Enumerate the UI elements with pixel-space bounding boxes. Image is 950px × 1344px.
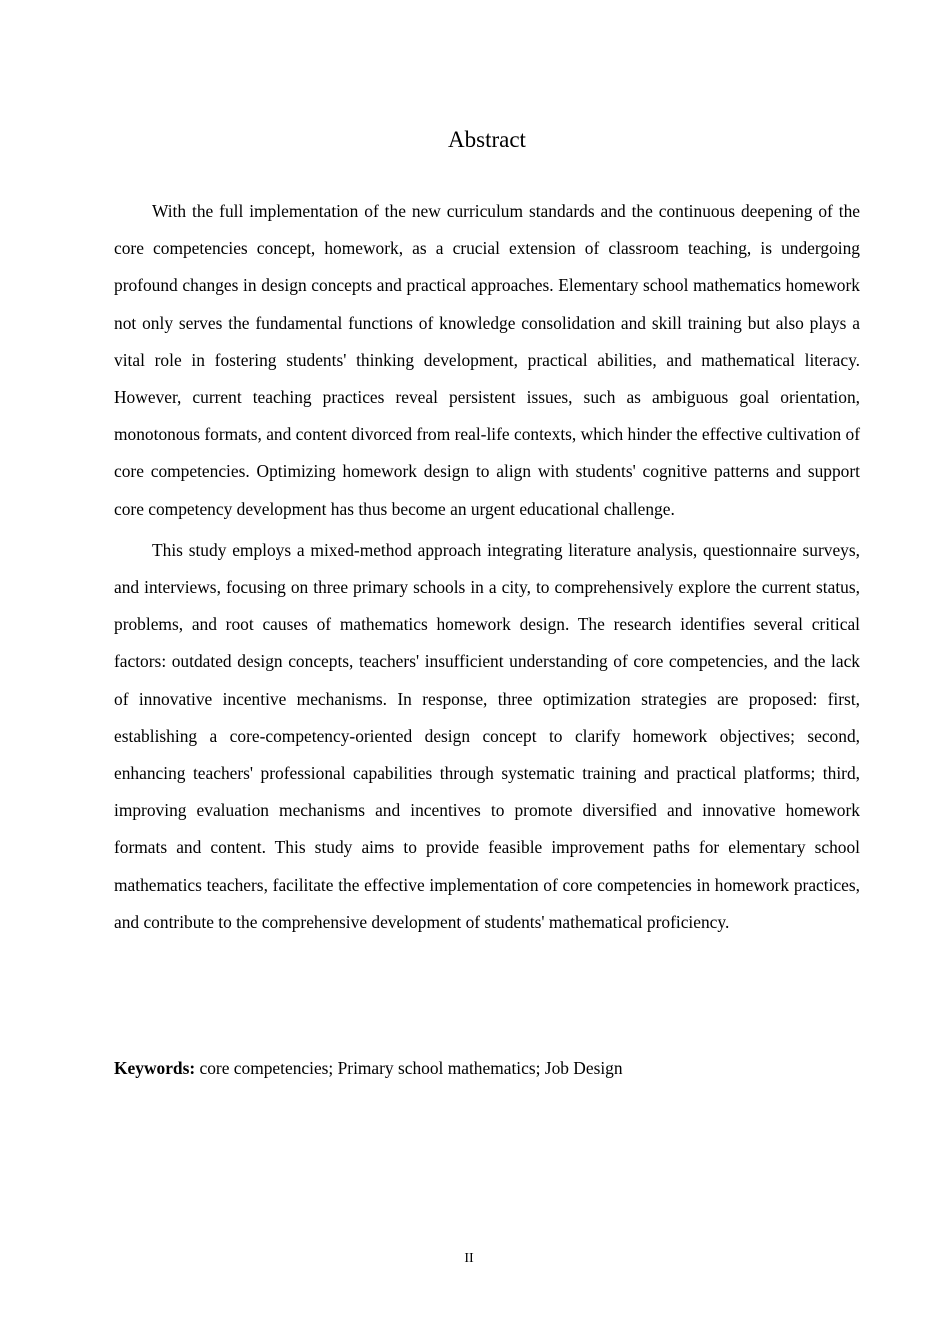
page-title: Abstract	[448, 127, 526, 152]
keywords-label: Keywords:	[114, 1058, 196, 1078]
abstract-paragraph-1: With the full implementation of the new curriculum standards and the continuous deepening of the core competencies concept, homework, as a crucial extension of classroom teaching, is undergoing profound changes in design concepts and practical approaches. Elementary school mathematics homework not only serves the fundamental functions of knowledge consolidation and skill training but also plays a vital role in fostering students' thinking development, practical abilities, and mathematical literacy. However, current teaching practices reveal persistent issues, such as ambiguous goal orientation, monotonous formats, and content divorced from real-life contexts, which hinder the effective cultivation of core competencies. Optimizing homework design to align with students' cognitive patterns and support core competency development has thus become an urgent educational challenge.	[114, 201, 860, 519]
page-number: II	[464, 1251, 474, 1266]
keywords-line	[114, 1054, 860, 1082]
abstract-body	[114, 193, 860, 945]
abstract-paragraph-2: This study employs a mixed-method approach integrating literature analysis, questionnaire surveys, and interviews, focusing on three primary schools in a city, to comprehensively explore the current status, problems, and root causes of mathematics homework design. The research identifies several critical factors: outdated design concepts, teachers' insufficient understanding of core competencies, and the lack of innovative incentive mechanisms. In response, three optimization strategies are proposed: first, establishing a core-competency-oriented design concept to clarify homework objectives; second, enhancing teachers' professional capabilities through systematic training and practical platforms; third, improving evaluation mechanisms and incentives to promote diversified and innovative homework formats and content. This study aims to provide feasible improvement paths for elementary school mathematics teachers, facilitate the effective implementation of core competencies in homework practices, and contribute to the comprehensive development of students' mathematical proficiency.	[114, 539, 860, 932]
keywords-text: core competencies; Primary school mathematics; Job Design	[199, 1058, 623, 1078]
